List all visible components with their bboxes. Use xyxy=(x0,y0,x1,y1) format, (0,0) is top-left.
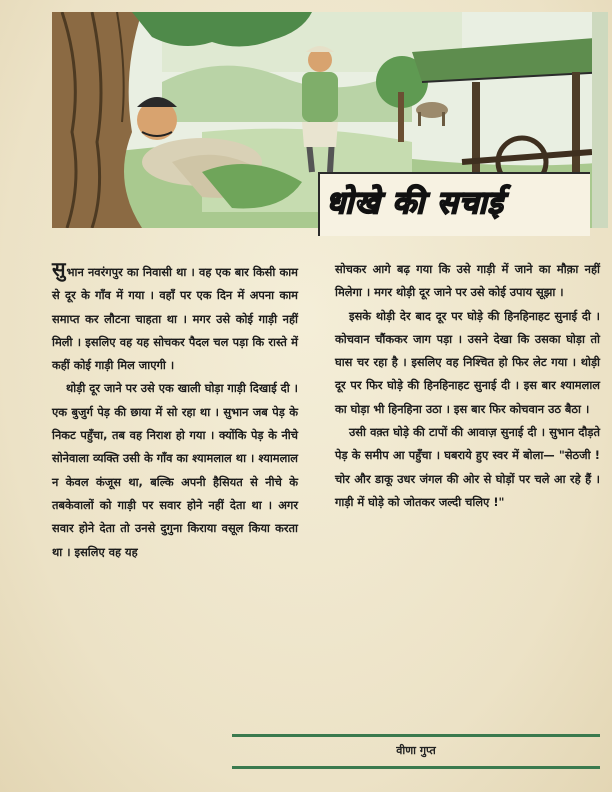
author-rule-bottom xyxy=(232,766,600,769)
paragraph-3: सोचकर आगे बढ़ गया कि उसे गाड़ी में जाने का मौक़ा नहीं मिलेगा । मगर थोड़ी दूर जाने पर उसे कोई उपाय सूझा । xyxy=(335,262,600,300)
paragraph-2: थोड़ी दूर जाने पर उसे एक खाली घोड़ा गाड़ी दिखाई दी । एक बुजुर्ग पेड़ की छाया में सो रहा था । सुभान जब पेड़ के निकट पहुँचा, तब वह निराश हो गया । क्योंकि पेड़ के नीचे सोनेवाला व्यक्ति उसी के गाँव का श्यामलाल था । श्यामलाल न केवल कंजूस था, बल्कि अपनी हैसियत से नीचे के तबकेवालों को गाड़ी पर सवार होने नहीं देता था । अगर सवार होने देता तो उनसे दुगुना किराया वसूल किया करता था । इसलिए वह यह xyxy=(52,381,298,559)
paragraph-1 xyxy=(52,258,298,377)
dropcap: सु xyxy=(52,257,66,281)
paragraph-5: उसी वक़्त घोड़े की टापों की आवाज़ सुनाई दी । सुभान दौड़ते पेड़ के समीप आ पहुँचा । घबराये हुए स्वर में बोला— "सेठजी ! चोर और डाकू उधर जंगल की ओर से घोड़ों पर चले आ रहे हैं । गाड़ी में घोड़े को जोतकर जल्दी चलिए !" xyxy=(335,425,600,509)
paragraph-1-text: भान नवरंगपुर का निवासी था । वह एक बार किसी काम से दूर के गाँव में गया । वहाँ पर एक दिन में अपना काम समाप्त कर लौटना चाहता था । मगर उसे कोई गाड़ी नहीं मिली । इसलिए वह यह सोचकर पैदल चल पड़ा कि रास्ते में कहीं कोई गाड़ी मिल जाएगी । xyxy=(52,265,298,373)
author-rule-top xyxy=(232,734,600,737)
paragraph-4: इसके थोड़ी देर बाद दूर पर घोड़े की हिनहिनाहट सुनाई दी । कोचवान चौंककर जाग पड़ा । उसने देखा कि उसका घोड़ा तो घास चर रहा है । इसलिए वह निश्चित हो फिर लेट गया । थोड़ी दूर पर फिर घोड़े की हिनहिनाहट सुनाई दी । इस बार श्यामलाल का घोड़ा भी हिनहिना उठा । इस बार फिर कोचवान उठ बैठा । xyxy=(335,308,600,416)
story-title: धोखे की सचाई xyxy=(326,185,504,221)
right-column xyxy=(335,258,600,514)
author-name: वीणा गुप्त xyxy=(396,744,436,757)
left-column xyxy=(52,258,298,564)
